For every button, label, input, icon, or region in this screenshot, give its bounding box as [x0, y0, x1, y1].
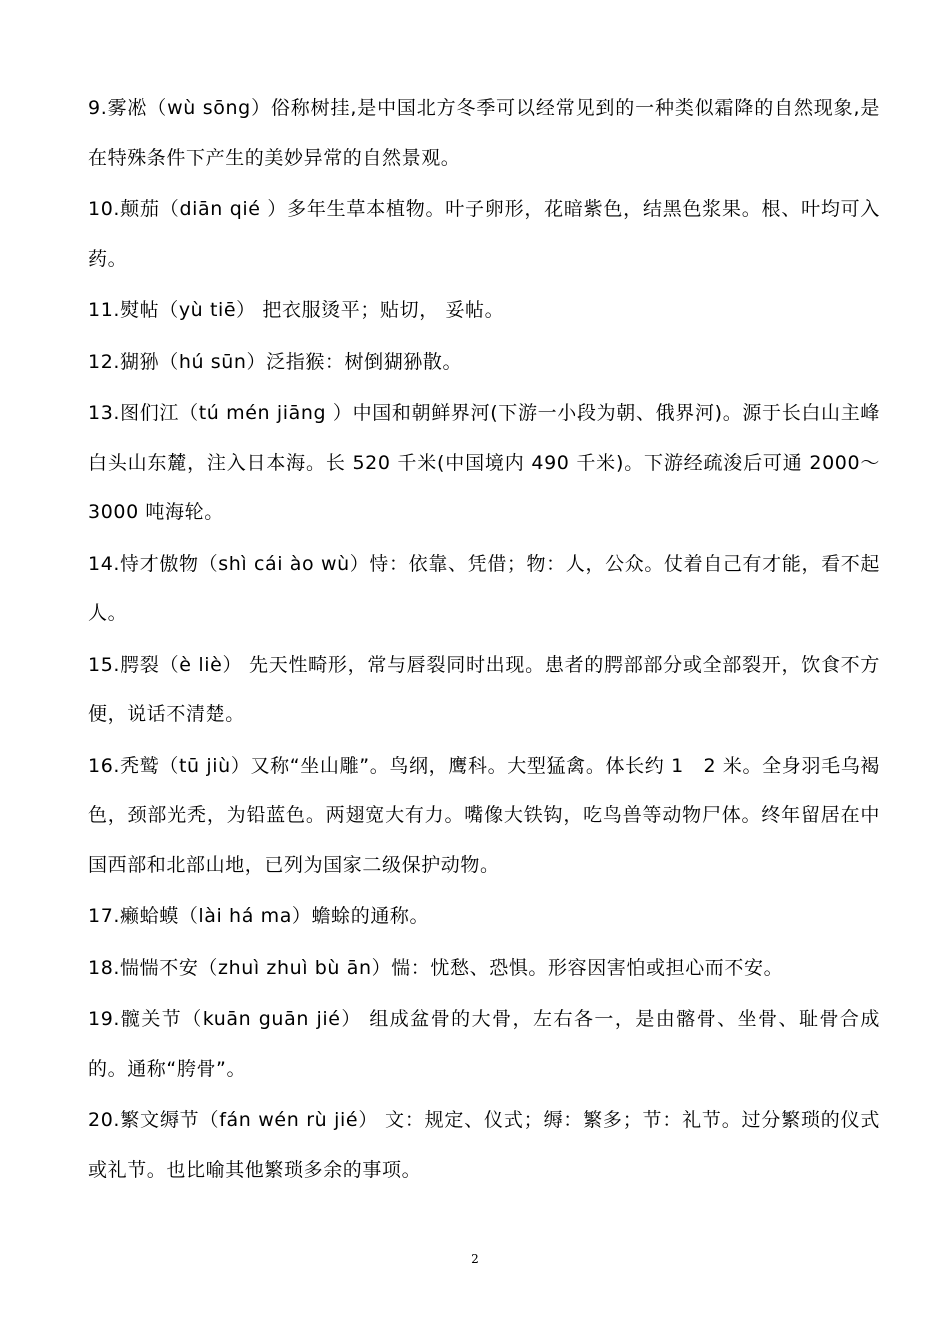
vocabulary-entry-11: 11.熨帖（yù tiē） 把衣服烫平；贴切， 妥帖。 [88, 299, 505, 321]
page-number: 2 [471, 1252, 479, 1266]
vocabulary-entry-15: 15.腭裂（è liè） 先天性畸形，常与唇裂同时出现。患者的腭部部分或全部裂开，饮食不方便，说话不清楚。 [88, 653, 880, 725]
vocabulary-entry-18: 18.惴惴不安（zhuì zhuì bù ān）惴：忧愁、恐惧。形容因害怕或担心而不安。 [88, 956, 784, 979]
vocabulary-entry-9: 9.雾凇（wù sōng）俗称树挂,是中国北方冬季可以经常见到的一种类似霜降的自然现象,是在特殊条件下产生的美妙异常的自然景观。 [88, 97, 880, 169]
vocabulary-entry-16: 16.秃鹫（tū jiù）又称“坐山雕”。鸟纲，鹰科。大型猛禽。体长约 1 2 米。全身羽毛乌褐色，颈部光秃，为铅蓝色。两翅宽大有力。嘴像大铁钩，吃鸟兽等动物尸体。终年留居在中国西部和北部山地，已列为国家二级保护动物。 [88, 754, 880, 876]
vocabulary-entry-20: 20.繁文缛节（fán wén rù jié） 文：规定、仪式；缛：繁多；节：礼节。过分繁琐的仪式或礼节。也比喻其他繁琐多余的事项。 [88, 1109, 880, 1181]
vocabulary-entry-17: 17.癞蛤蟆（lài há ma）蟾蜍的通称。 [88, 905, 430, 927]
vocabulary-entry-19: 19.髋关节（kuān guān jié） 组成盆骨的大骨，左右各一，是由髂骨、坐骨、耻骨合成的。通称“胯骨”。 [88, 1008, 880, 1080]
vocabulary-list [88, 84, 880, 1197]
vocabulary-entry-10: 10.颠茄（diān qié ）多年生草本植物。叶子卵形，花暗紫色，结黑色浆果。根、叶均可入药。 [88, 198, 880, 270]
vocabulary-entry-14: 14.恃才傲物（shì cái ào wù）恃：依靠、凭借；物：人，公众。仗着自己有才能，看不起人。 [88, 552, 880, 624]
vocabulary-entry-13: 13.图们江（tú mén jiāng ）中国和朝鲜界河(下游一小段为朝、俄界河)。源于长白山主峰白头山东麓，注入日本海。长 520 千米(中国境内 490 千米)。下游经疏浚后可通 2000～3000 吨海轮。 [88, 402, 880, 523]
vocabulary-entry-12: 12.猢狲（hú sūn）泛指猴：树倒猢狲散。 [88, 350, 463, 373]
